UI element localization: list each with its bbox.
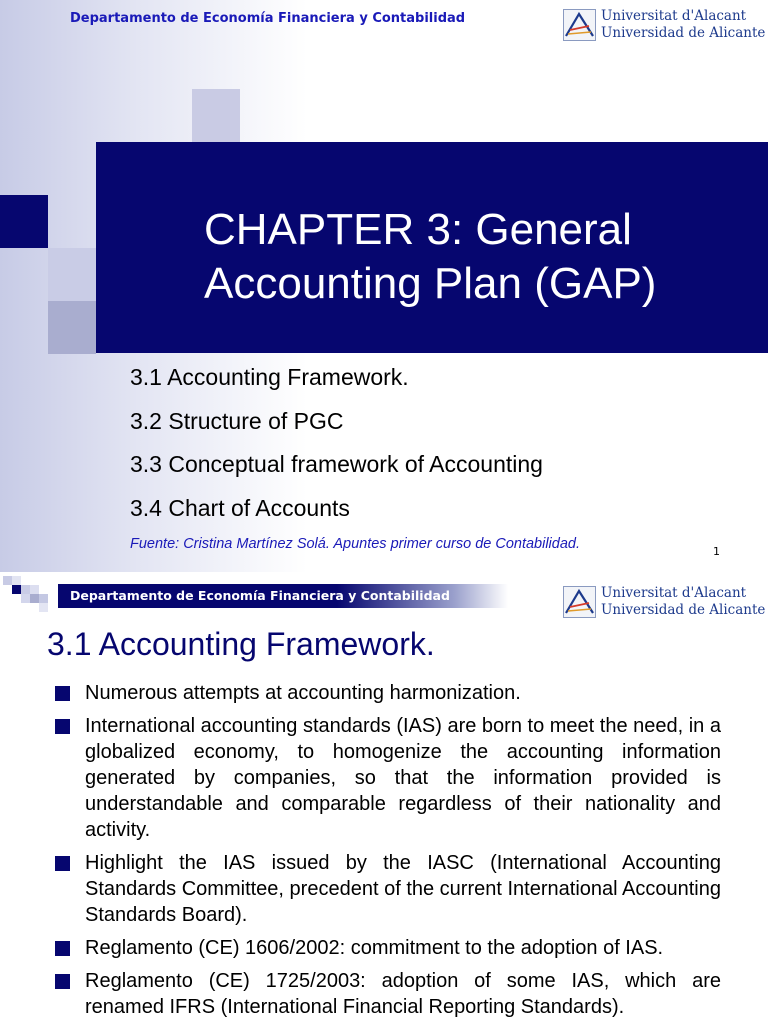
university-name-ca: Universitat d'Alacant [601, 585, 747, 601]
decor-bar [0, 195, 48, 248]
university-name-es: Universidad de Alicante [601, 602, 766, 618]
university-logo-icon [563, 9, 596, 41]
decor-square [48, 248, 96, 301]
department-header: Departamento de Economía Financiera y Contabilidad [70, 588, 450, 603]
square-bullet-icon [55, 686, 70, 701]
bullet-item [55, 680, 721, 706]
square-bullet-icon [55, 856, 70, 871]
decor-square [21, 585, 30, 594]
bullet-item [55, 935, 721, 961]
decor-square [12, 576, 21, 585]
bullet-text: Reglamento (CE) 1606/2002: commitment to the adoption of IAS. [85, 937, 664, 959]
bullet-item [55, 850, 721, 928]
decor-square [39, 603, 48, 612]
slide-title: 3.1 Accounting Framework. [47, 626, 435, 662]
square-bullet-icon [55, 974, 70, 989]
bullet-text: International accounting standards (IAS) are born to meet the need, in a globalized economy, to homogenize the accounting information generated by companies, so that the information provided is understandable and comparable regardless of their nationality and activity. [85, 715, 721, 841]
bullet-item [55, 713, 721, 843]
bullet-text: Highlight the IAS issued by the IASC (International Accounting Standards Committee, precedent of the current International Accounting Standards Board). [85, 852, 721, 926]
university-logo [563, 585, 765, 619]
university-name-ca: Universitat d'Alacant [601, 8, 747, 24]
source-note: Fuente: Cristina Martínez Solá. Apuntes primer curso de Contabilidad. [130, 536, 580, 552]
bullet-list [55, 680, 721, 1024]
decor-square [30, 594, 39, 603]
contents-item: 3.4 Chart of Accounts [130, 494, 350, 521]
department-header: Departamento de Economía Financiera y Contabilidad [70, 11, 466, 26]
bullet-item [55, 968, 721, 1020]
decor-square [3, 576, 12, 585]
contents-item: 3.2 Structure of PGC [130, 407, 344, 434]
bullet-text: Numerous attempts at accounting harmonization. [85, 682, 521, 704]
chapter-title-line-1: CHAPTER 3: General [204, 205, 632, 254]
chapter-title [204, 203, 764, 311]
contents-list [130, 361, 543, 535]
decor-square [12, 585, 21, 594]
contents-item: 3.1 Accounting Framework. [130, 364, 409, 390]
university-name-es: Universidad de Alicante [601, 25, 766, 41]
square-bullet-icon [55, 719, 70, 734]
university-logo-icon [563, 586, 596, 618]
chapter-title-line-2: Accounting Plan (GAP) [204, 259, 657, 308]
decor-square [48, 301, 96, 354]
bullet-text: Reglamento (CE) 1725/2003: adoption of some IAS, which are renamed IFRS (International Financial Reporting Standards). [85, 970, 721, 1018]
university-logo [563, 8, 765, 42]
decor-square [192, 89, 240, 142]
decor-square [30, 585, 39, 594]
page-number: 1 [713, 545, 720, 558]
decor-square [39, 594, 48, 603]
decor-square [21, 594, 30, 603]
square-bullet-icon [55, 941, 70, 956]
slide-2 [0, 572, 768, 1024]
contents-item: 3.3 Conceptual framework of Accounting [130, 451, 543, 477]
